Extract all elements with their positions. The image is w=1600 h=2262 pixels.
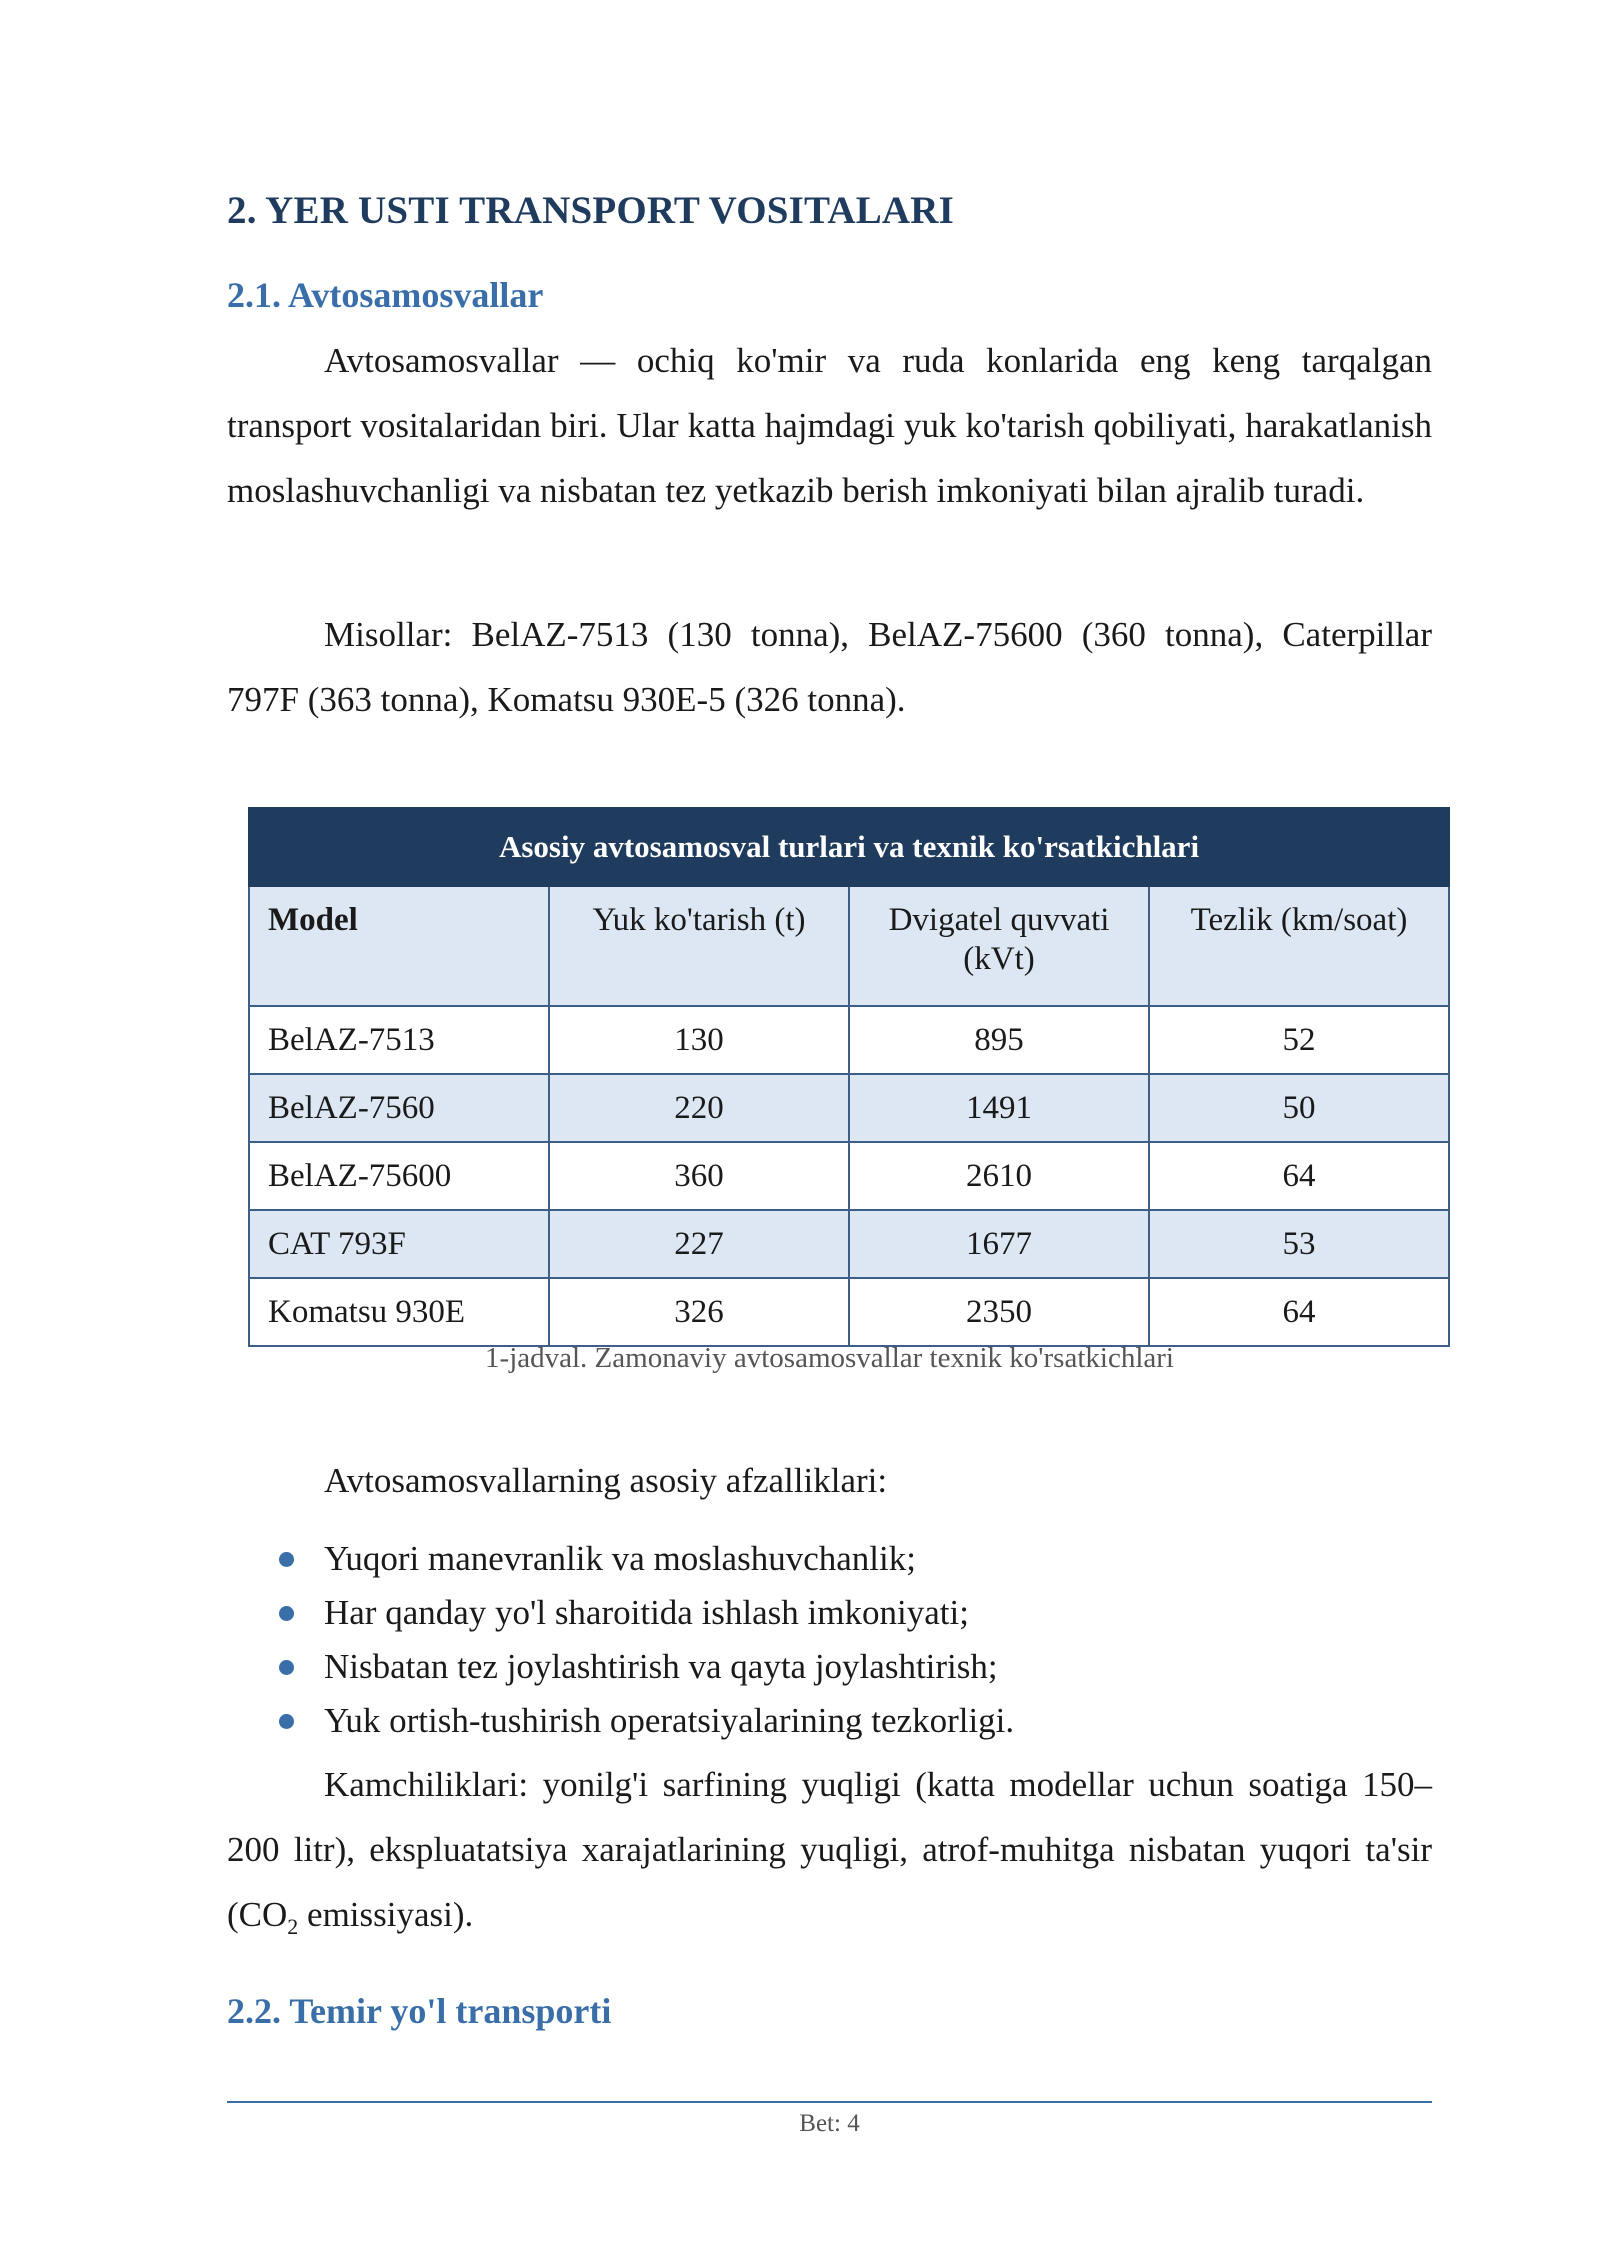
table-cell: BelAZ-75600 — [249, 1142, 549, 1210]
table-cell: Komatsu 930E — [249, 1278, 549, 1346]
column-header: Tezlik (km/soat) — [1149, 886, 1449, 1006]
chapter-heading: 2. YER USTI TRANSPORT VOSITALARI — [227, 189, 955, 232]
table-cell: 130 — [549, 1006, 849, 1074]
bullet-icon — [279, 1714, 294, 1729]
list-item — [227, 1694, 1432, 1748]
table-cell: 1491 — [849, 1074, 1149, 1142]
disadvantages-text: Kamchiliklari: yonilg'i sarfining yuqligi (katta modellar uchun soatiga 150–200 litr), ekspluatatsiya xarajatlarining yuqligi, atrof-muhitga nisbatan yuqori ta'sir (CO — [227, 1765, 1432, 1934]
table-cell: 2350 — [849, 1278, 1149, 1346]
table-row — [249, 1006, 1449, 1074]
table-cell: BelAZ-7560 — [249, 1074, 549, 1142]
list-item-text: Har qanday yo'l sharoitida ishlash imkoniyati; — [324, 1593, 969, 1632]
table-cell: 227 — [549, 1210, 849, 1278]
table-cell: 326 — [549, 1278, 849, 1346]
column-header: Model — [249, 886, 549, 1006]
specs-table — [248, 807, 1450, 1347]
table-cell: 220 — [549, 1074, 849, 1142]
list-item — [227, 1532, 1432, 1586]
examples-paragraph: Misollar: BelAZ-7513 (130 tonna), BelAZ-75600 (360 tonna), Caterpillar 797F (363 tonna), Komatsu 930E-5 (326 tonna). — [227, 615, 1432, 719]
table-title: Asosiy avtosamosval turlari va texnik ko'rsatkichlari — [249, 808, 1449, 886]
table-cell: 895 — [849, 1006, 1149, 1074]
column-header: Dvigatel quvvati (kVt) — [849, 886, 1149, 1006]
table-cell: 2610 — [849, 1142, 1149, 1210]
table-cell: CAT 793F — [249, 1210, 549, 1278]
table-cell: 52 — [1149, 1006, 1449, 1074]
disadvantages-text-end: emissiyasi). — [298, 1895, 474, 1934]
disadvantages-paragraph — [227, 1752, 1432, 1959]
table-cell: 53 — [1149, 1210, 1449, 1278]
table-row — [249, 1142, 1449, 1210]
table-cell: 50 — [1149, 1074, 1449, 1142]
table-caption: 1-jadval. Zamonaviy avtosamosvallar texnik ko'rsatkichlari — [485, 1342, 1174, 1374]
table-cell: 64 — [1149, 1278, 1449, 1346]
table-row — [249, 1210, 1449, 1278]
table-cell: 64 — [1149, 1142, 1449, 1210]
table-row — [249, 1278, 1449, 1346]
list-item-text: Yuqori manevranlik va moslashuvchanlik; — [324, 1539, 916, 1578]
section-heading-temir-yol: 2.2. Temir yo'l transporti — [227, 1991, 612, 2031]
section-heading-avtosamosvallar: 2.1. Avtosamosvallar — [227, 275, 544, 315]
list-item — [227, 1586, 1432, 1640]
intro-paragraph: Avtosamosvallar — ochiq ko'mir va ruda konlarida eng keng tarqalgan transport vositalaridan biri. Ular katta hajmdagi yuk ko'tarish qobiliyati, harakatlanish moslashuvchanligi va nisbatan tez yetkazib berish imkoniyati bilan ajralib turadi. — [227, 341, 1432, 510]
table-cell: 360 — [549, 1142, 849, 1210]
list-item — [227, 1640, 1432, 1694]
co2-subscript: 2 — [287, 1914, 299, 1939]
list-item-text: Nisbatan tez joylashtirish va qayta joylashtirish; — [324, 1647, 998, 1686]
column-header: Yuk ko'tarish (t) — [549, 886, 849, 1006]
advantages-list — [227, 1532, 1432, 1748]
footer-divider — [227, 2101, 1432, 2103]
bullet-icon — [279, 1660, 294, 1675]
document-page — [227, 0, 1432, 2262]
bullet-icon — [279, 1552, 294, 1567]
bullet-icon — [279, 1606, 294, 1621]
table-header-row — [249, 886, 1449, 1006]
table-cell: 1677 — [849, 1210, 1149, 1278]
page-number: Bet: 4 — [799, 2110, 860, 2137]
table-row — [249, 1074, 1449, 1142]
list-item-text: Yuk ortish-tushirish operatsiyalarining tezkorligi. — [324, 1701, 1015, 1740]
advantages-intro: Avtosamosvallarning asosiy afzalliklari: — [324, 1461, 888, 1500]
specs-table-container — [248, 807, 1448, 1347]
table-cell: BelAZ-7513 — [249, 1006, 549, 1074]
